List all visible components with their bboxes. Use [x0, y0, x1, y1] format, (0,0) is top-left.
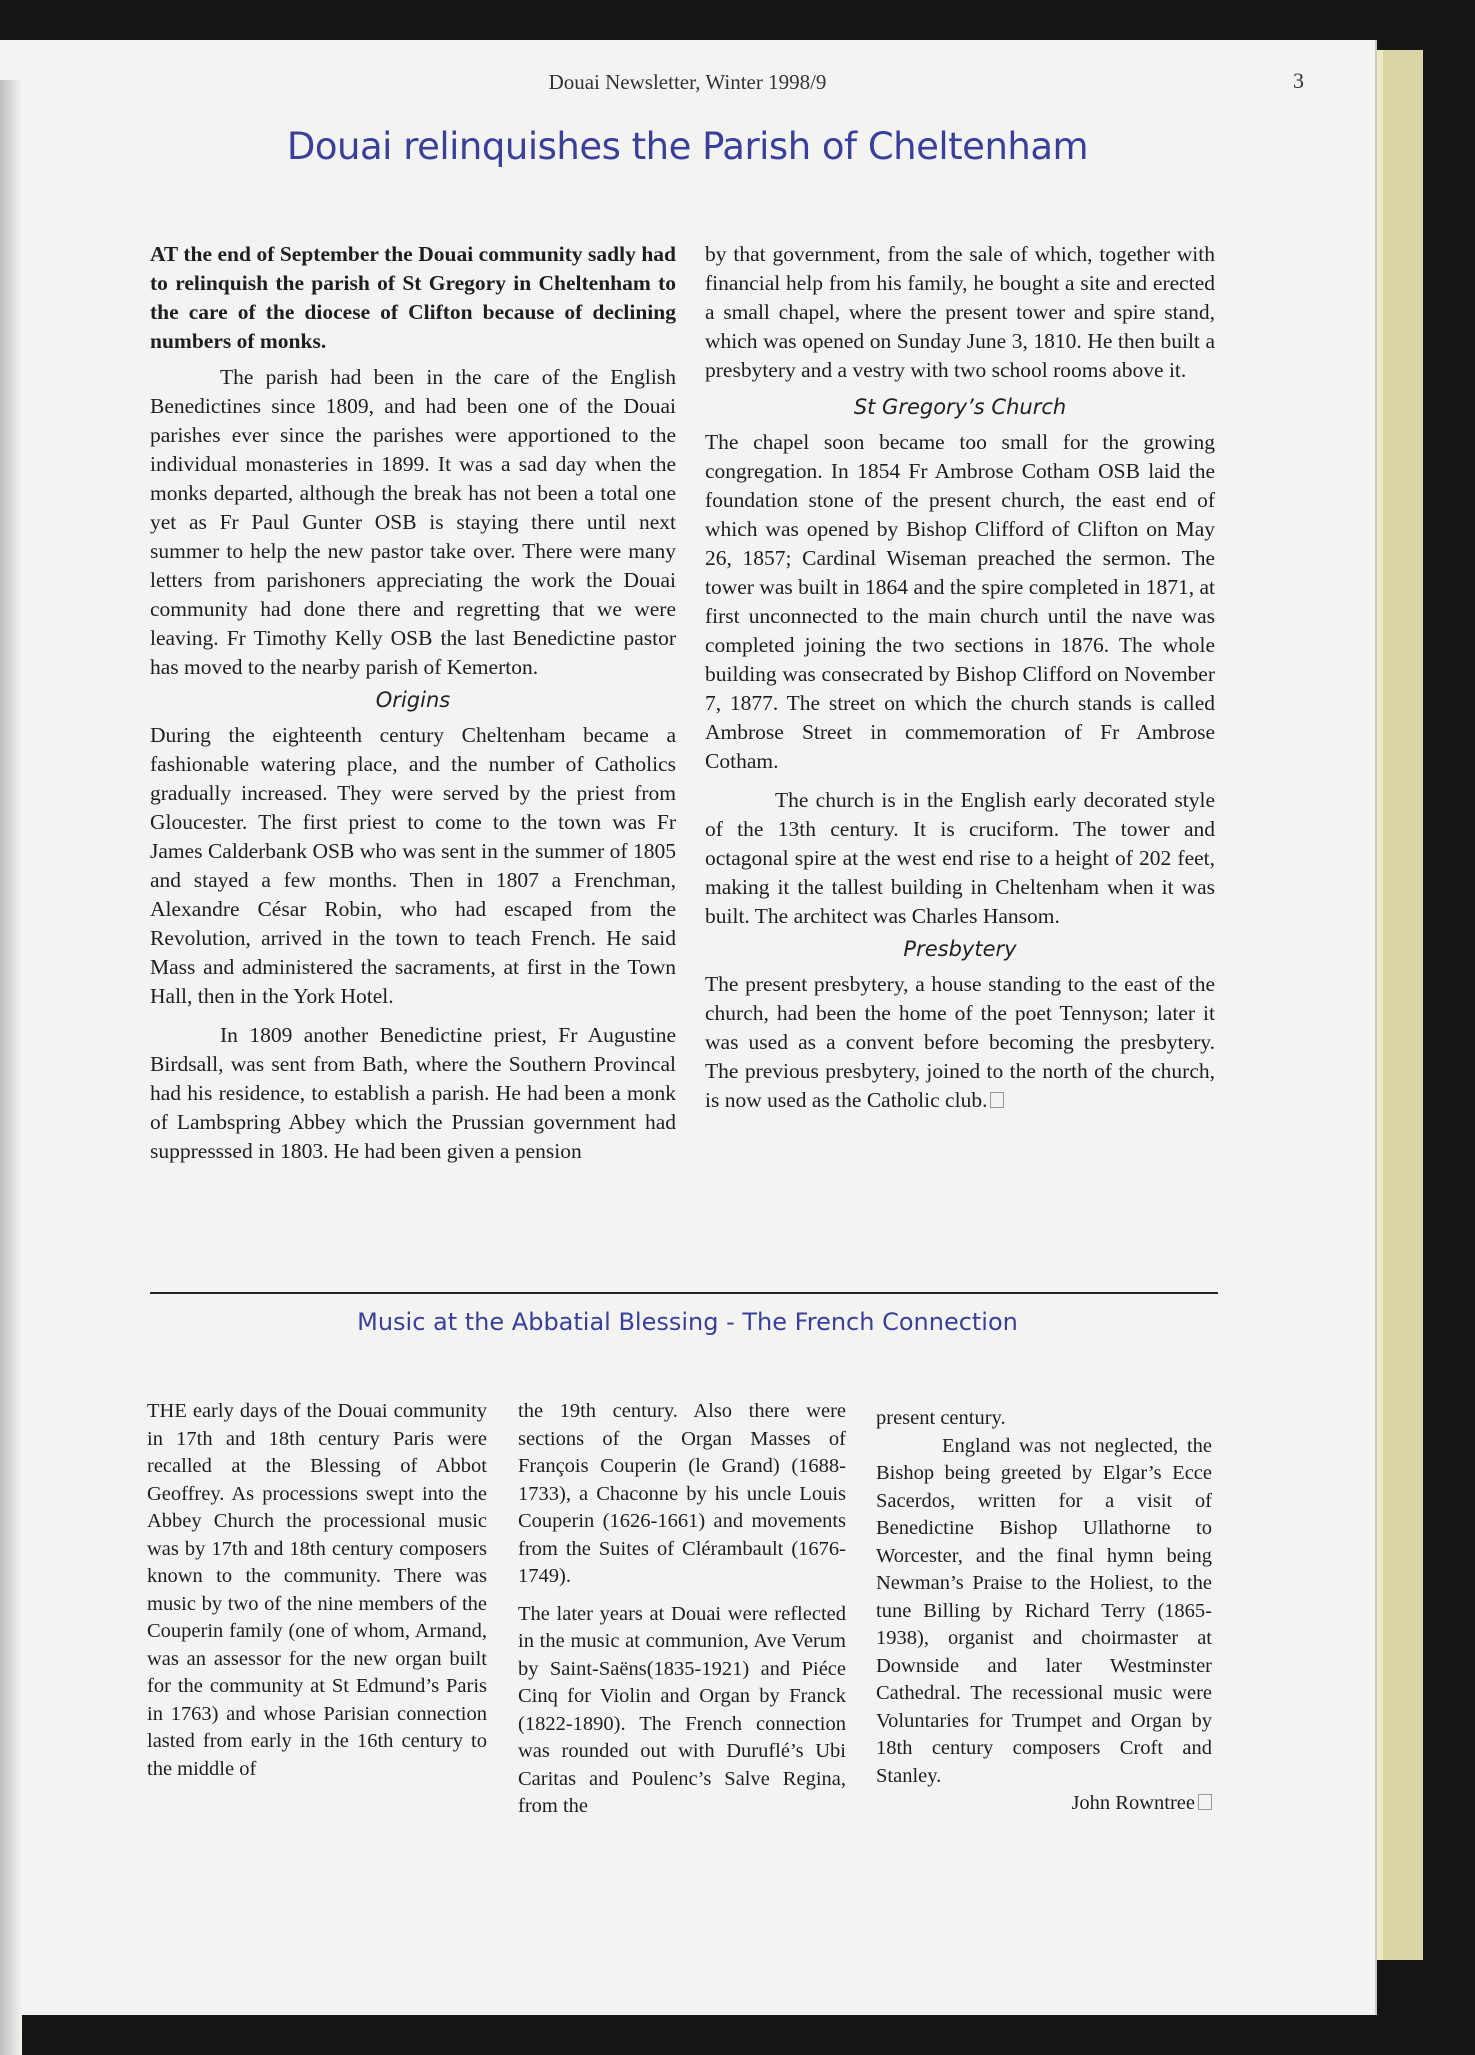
- article-title-music: Music at the Abbatial Blessing - The French Connection: [357, 1308, 1018, 1336]
- page-number: 3: [1293, 68, 1304, 93]
- paragraph: THE early days of the Douai community in 17th and 18th century Paris were recalled at the Blessing of Abbot Geoffrey. As processions swept into the Abbey Church the processional music was by 17th and 18th century composers known to the community. There was music by two of the nine members of the Couperin family (one of whom, Armand, was an assessor for the new organ built for the community at St Edmund’s Paris in 1763) and whose Parisian connection lasted from early in the 16th century to the middle of: [147, 1400, 487, 1780]
- paragraph: England was not neglected, the Bishop being greeted by Elgar’s Ecce Sacerdos, written for a visit of Benedictine Bishop Ullathorne to Worcester, and the final hymn being Newman’s Praise to the Holiest, to the tune Billing by Richard Terry (1865-1938), organist and choirmaster at Downside and later Westminster Cathedral. The recessional music were Voluntaries for Trumpet and Organ by 18th century composers Croft and Stanley.: [876, 1434, 1212, 1787]
- article-column-right: [705, 240, 1215, 1115]
- paragraph: by that government, from the sale of which, together with financial help from his family, he bought a site and erected a small chapel, where the present tower and spire stand, which was opened on Sunday June 3, 1810. He then built a presbytery and a vestry with two school rooms above it.: [705, 242, 1215, 382]
- binding-spine: [1383, 50, 1423, 1960]
- article-lead: AT the end of September the Douai community sadly had to relinquish the parish of St Gregory in Cheltenham to the care of the diocese of Clifton because of declining numbers of monks.: [150, 242, 676, 353]
- music-column-3: [876, 1405, 1212, 1818]
- paragraph-text: The present presbytery, a house standing to the east of the church, had been the home of the poet Tennyson; later it was used as a convent before becoming the presbytery. The previous presbytery, joined to the north of the church, is now used as the Catholic club.: [705, 972, 1215, 1112]
- subheading-presbytery: Presbytery: [903, 937, 1017, 961]
- paragraph: The church is in the English early decorated style of the 13th century. It is cruciform. The tower and octagonal spire at the west end rise to a height of 202 feet, making it the tallest building in Cheltenham when it was built. The architect was Charles Hansom.: [705, 788, 1215, 928]
- paragraph: present century.: [876, 1407, 1006, 1429]
- end-mark-icon: [1198, 1794, 1212, 1810]
- running-header: Douai Newsletter, Winter 1998/9: [548, 70, 827, 94]
- paragraph: In 1809 another Benedictine priest, Fr Augustine Birdsall, was sent from Bath, where the Southern Provincal had his residence, to establish a parish. He had been a monk of Lambspring Abbey which the Prussian government had suppresssed in 1803. He had been given a pension: [150, 1023, 676, 1163]
- music-column-2: [518, 1398, 846, 1821]
- author-signature: [876, 1790, 1212, 1818]
- paragraph: the 19th century. Also there were sections of the Organ Masses of François Couperin (le Grand) (1688-1733), a Chaconne by his uncle Louis Couperin (1626-1661) and movements from the Suites of Clérambault (1676-1749).: [518, 1400, 846, 1587]
- page-gutter-shadow: [0, 80, 22, 2055]
- end-mark-icon: [990, 1092, 1004, 1108]
- subheading-origins: Origins: [375, 688, 451, 712]
- music-column-1: [147, 1398, 487, 1783]
- section-divider: [150, 1292, 1218, 1294]
- paragraph: The parish had been in the care of the English Benedictines since 1809, and had been one of the Douai parishes ever since the parishes were apportioned to the individual monasteries in 1899. It was a sad day when the monks departed, although the break has not been a total one yet as Fr Paul Gunter OSB is staying there until next summer to help the new pastor take over. There were many letters from parishoners appreciating the work the Douai community had done there and regretting that we were leaving. Fr Timothy Kelly OSB the last Benedictine pastor has moved to the nearby parish of Kemerton.: [150, 365, 676, 679]
- paragraph: [705, 970, 1215, 1115]
- paragraph: The later years at Douai were reflected in the music at communion, Ave Verum by Saint-Saëns(1835-1921) and Piéce Cinq for Violin and Organ by Franck (1822-1890). The French connection was rounded out with Duruflé’s Ubi Caritas and Poulenc’s Salve Regina, from the: [518, 1602, 846, 1817]
- article-column-left: [150, 240, 676, 1166]
- paragraph: The chapel soon became too small for the growing congregation. In 1854 Fr Ambrose Cotham OSB laid the foundation stone of the present church, the east end of which was opened by Bishop Clifford of Clifton on May 26, 1857; Cardinal Wiseman preached the sermon. The tower was built in 1864 and the spire completed in 1871, at first unconnected to the main church until the nave was completed joining the two sections in 1876. The whole building was consecrated by Bishop Clifford on November 7, 1877. The street on which the church stands is called Ambrose Street in commemoration of Fr Ambrose Cotham.: [705, 430, 1215, 773]
- article-title: Douai relinquishes the Parish of Cheltenham: [286, 125, 1089, 168]
- subheading-church: St Gregory’s Church: [853, 395, 1067, 419]
- paragraph: During the eighteenth century Cheltenham became a fashionable watering place, and the number of Catholics gradually increased. They were served by the priest from Gloucester. The first priest to come to the town was Fr James Calderbank OSB who was sent in the summer of 1805 and stayed a few months. Then in 1807 a Frenchman, Alexandre César Robin, who had escaped from the Revolution, arrived in the town to teach French. He said Mass and administered the sacraments, at first in the Town Hall, then in the York Hotel.: [150, 723, 676, 1008]
- signature-text: John Rowntree: [1071, 1792, 1195, 1814]
